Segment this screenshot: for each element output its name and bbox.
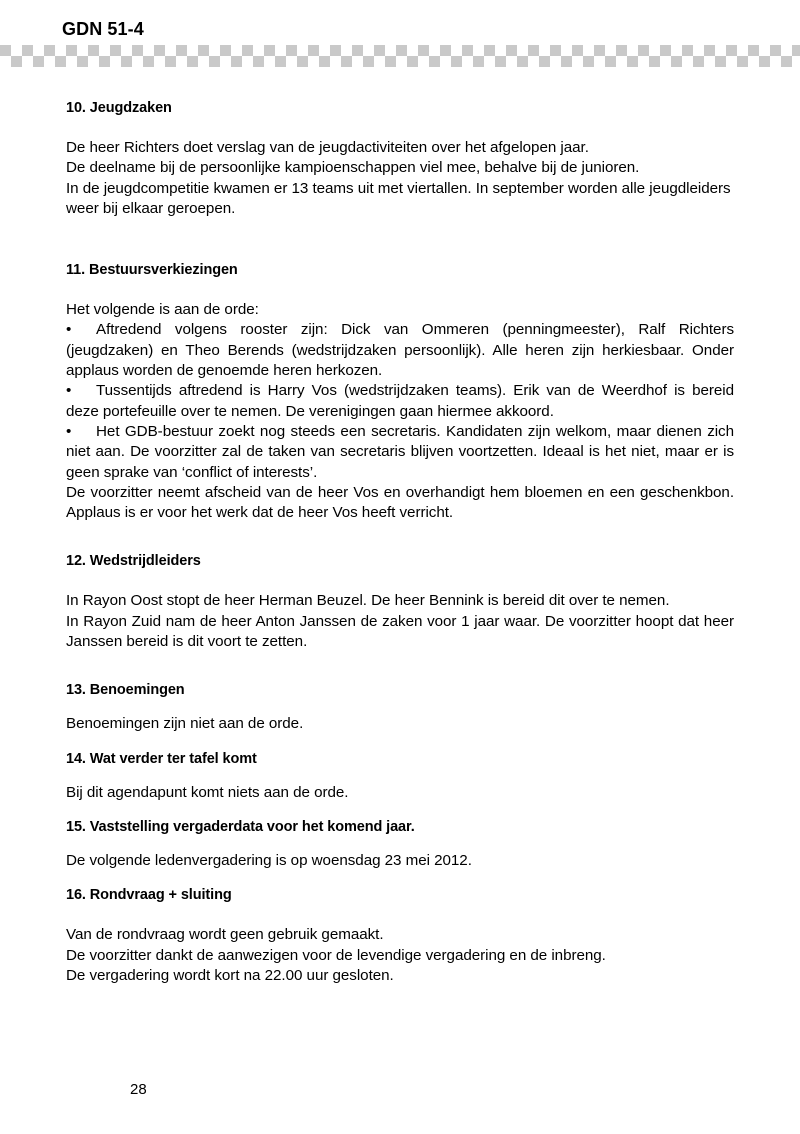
spacer <box>66 118 734 138</box>
section-11-intro: Het volgende is aan de orde: <box>66 301 259 319</box>
section-10-paragraph-2: De deelname bij de persoonlijke kampioenschappen viel mee, behalve bij de junioren. <box>66 159 640 177</box>
section-heading-10: 10. Jeugdzaken <box>66 100 172 116</box>
spacer <box>66 769 734 783</box>
section-10-paragraph-3: In de jeugdcompetitie kwamen er 13 teams uit met viertallen. In september worden alle jeugdleiders weer bij elkaar geroepen. <box>66 179 731 217</box>
section-12-paragraph-1: In Rayon Oost stopt de heer Herman Beuzel. De heer Bennink is bereid dit over te nemen. <box>66 592 670 610</box>
section-16-paragraph-2: De voorzitter dankt de aanwezigen voor de levendige vergadering en de inbreng. <box>66 946 606 964</box>
spacer <box>66 219 734 260</box>
section-heading-14: 14. Wat verder ter tafel komt <box>66 750 257 767</box>
page-header <box>0 0 800 75</box>
section-15-paragraph-1: De volgende ledenvergadering is op woensdag 23 mei 2012. <box>66 851 472 869</box>
spacer <box>66 571 734 591</box>
section-11-bullet-1-text: Aftredend volgens rooster zijn: Dick van Ommeren (penningmeester), Ralf Richters (jeugdzaken) en Theo Berends (wedstrijdzaken persoonlijk). Alle heren zijn herkiesbaar. Onder applaus worden de genoemde heren herkozen. <box>66 321 734 380</box>
bullet-icon: • <box>66 422 72 440</box>
section-heading-12: 12. Wedstrijdleiders <box>66 553 201 570</box>
section-heading-13: 13. Benoemingen <box>66 682 185 699</box>
spacer <box>66 523 734 551</box>
spacer <box>66 652 734 680</box>
spacer <box>66 871 734 885</box>
bullet-icon: • <box>66 321 72 339</box>
spacer <box>66 280 734 300</box>
section-16-paragraph-3: De vergadering wordt kort na 22.00 uur gesloten. <box>66 966 394 984</box>
spacer <box>66 700 734 714</box>
spacer <box>66 905 734 925</box>
section-11-bullet-1 <box>66 320 734 381</box>
section-11-closing: De voorzitter neemt afscheid van de heer Vos en overhandigt hem bloemen en een geschenkbon. Applaus is er voor het werk dat de heer Vos heeft verricht. <box>66 483 734 522</box>
section-12-paragraph-2: In Rayon Zuid nam de heer Anton Janssen de zaken voor 1 jaar waar. De voorzitter hoopt dat heer Janssen bereid is dit voort te zetten. <box>66 612 734 651</box>
section-heading-11: 11. Bestuursverkiezingen <box>66 262 238 279</box>
spacer <box>66 837 734 851</box>
spacer <box>66 803 734 817</box>
section-11-bullet-2 <box>66 381 734 422</box>
page-number: 28 <box>130 1081 147 1098</box>
document-title: GDN 51-4 <box>62 19 144 39</box>
checker-row-top <box>0 45 800 56</box>
document-body <box>66 98 734 986</box>
spacer <box>66 735 734 749</box>
checkerboard-divider <box>0 45 800 67</box>
section-13-paragraph-1: Benoemingen zijn niet aan de orde. <box>66 715 304 733</box>
section-14-paragraph-1: Bij dit agendapunt komt niets aan de orde. <box>66 783 349 801</box>
section-11-bullet-3-text: Het GDB-bestuur zoekt nog steeds een secretaris. Kandidaten zijn welkom, maar dienen zich niet aan. De voorzitter zal de taken van secretaris blijven voortzetten. Ideaal is het niet, maar er is geen sprake van ‘conflict of interests’. <box>66 422 734 481</box>
section-11-bullet-2-text: Tussentijds aftredend is Harry Vos (wedstrijdzaken teams). Erik van de Weerdhof is bereid deze portefeuille over te nemen. De verenigingen gaan hiermee akkoord. <box>66 382 734 420</box>
bullet-icon: • <box>66 382 72 400</box>
checker-row-bottom <box>0 56 800 67</box>
section-heading-16: 16. Rondvraag + sluiting <box>66 887 232 904</box>
section-11-bullet-3 <box>66 422 734 483</box>
section-16-paragraph-1: Van de rondvraag wordt geen gebruik gemaakt. <box>66 926 384 944</box>
section-10-paragraph-1: De heer Richters doet verslag van de jeugdactiviteiten over het afgelopen jaar. <box>66 139 589 156</box>
section-heading-15: 15. Vaststelling vergaderdata voor het komend jaar. <box>66 818 415 835</box>
